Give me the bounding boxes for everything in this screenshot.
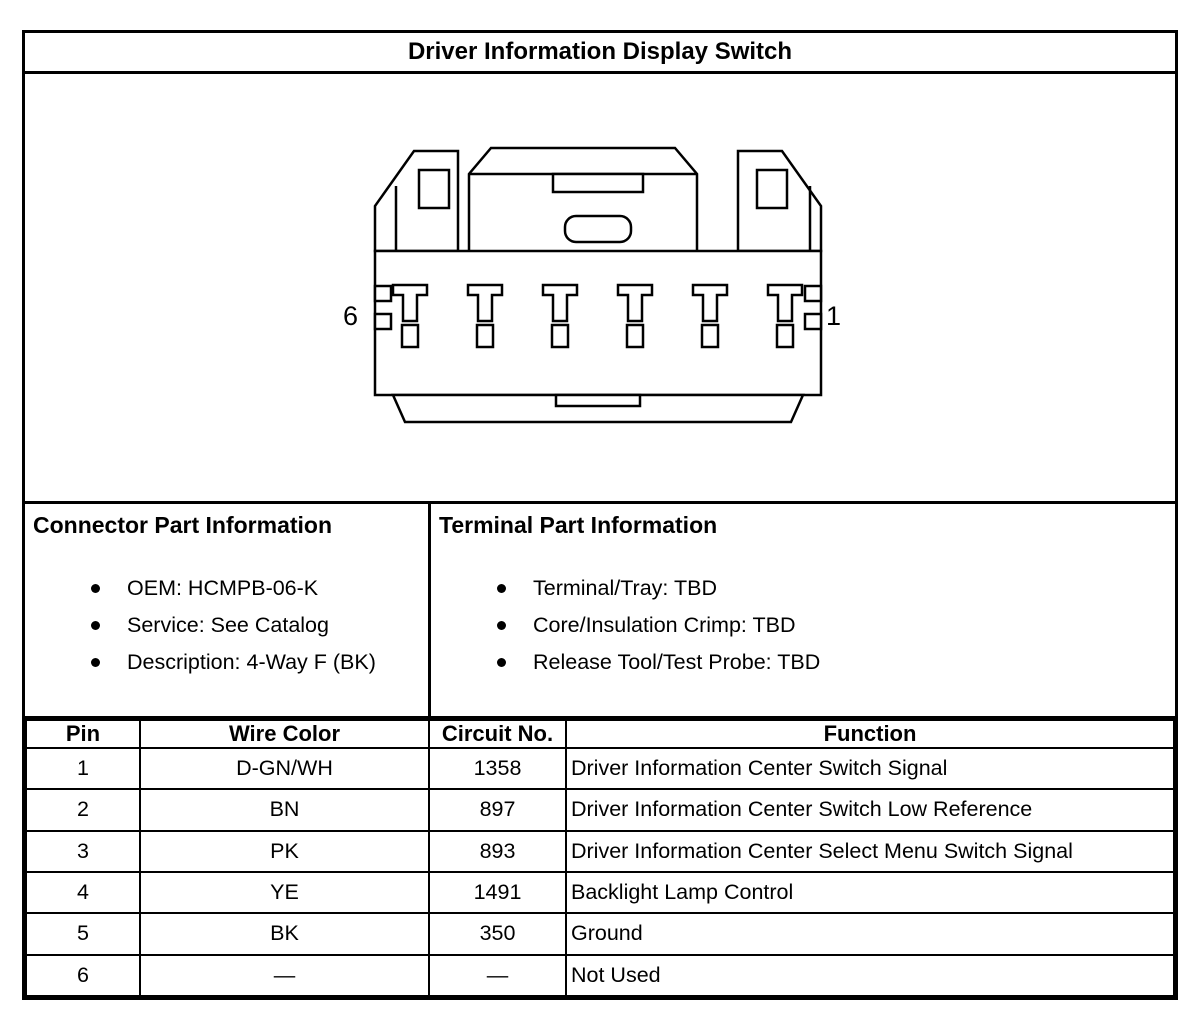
pin-cell: 3 (26, 831, 140, 872)
bullet-text: Terminal/Tray: TBD (533, 576, 717, 600)
wire-color-cell: YE (140, 872, 429, 913)
function-cell: Ground (566, 913, 1174, 954)
function-cell: Backlight Lamp Control (566, 872, 1174, 913)
function-cell: Driver Information Center Switch Signal (566, 748, 1174, 789)
function-cell: Not Used (566, 955, 1174, 996)
right-wing-detail (757, 170, 787, 208)
connector-part-info-title: Connector Part Information (33, 512, 333, 538)
pin-label-6: 6 (343, 301, 359, 331)
bullet-text: Release Tool/Test Probe: TBD (533, 650, 821, 674)
bullet-icon (497, 658, 506, 667)
list-item (33, 650, 420, 675)
bullet-text: OEM: HCMPB-06-K (127, 576, 319, 600)
list-item (33, 613, 420, 638)
bullet-icon (91, 658, 100, 667)
bullet-text: Service: See Catalog (127, 613, 329, 637)
pin-cell: 4 (26, 872, 140, 913)
function-cell: Driver Information Center Switch Low Reference (566, 789, 1174, 830)
table-row (26, 872, 1174, 913)
left-wing-detail (419, 170, 449, 208)
bullet-icon (91, 621, 100, 630)
base-notch (556, 395, 640, 406)
pin-cavity-5 (477, 325, 493, 347)
connector-part-info-panel (25, 504, 431, 716)
bullet-text: Core/Insulation Crimp: TBD (533, 613, 796, 637)
bullet-icon (91, 584, 100, 593)
circuit-no-cell: 1358 (429, 748, 566, 789)
page-title: Driver Information Display Switch (407, 38, 793, 65)
function-cell: Driver Information Center Select Menu Switch Signal (566, 831, 1174, 872)
circuit-no-cell: 897 (429, 789, 566, 830)
side-notch-left-lower (375, 314, 391, 329)
terminal-info-list (439, 576, 1167, 675)
terminal-part-info-title: Terminal Part Information (439, 512, 718, 538)
connector-diagram (25, 74, 1175, 501)
circuit-no-cell: 893 (429, 831, 566, 872)
table-row (26, 913, 1174, 954)
side-notch-right-upper (805, 286, 821, 301)
wire-color-cell: — (140, 955, 429, 996)
bullet-icon (497, 621, 506, 630)
pin-cavity-3 (627, 325, 643, 347)
list-item (439, 576, 1167, 601)
wire-color-cell: PK (140, 831, 429, 872)
list-item (439, 613, 1167, 638)
table-row (26, 955, 1174, 996)
table-row (26, 789, 1174, 830)
pin-cavity-1 (777, 325, 793, 347)
circuit-no-cell: 1491 (429, 872, 566, 913)
circuit-no-cell: 350 (429, 913, 566, 954)
table-header-row (26, 720, 1174, 748)
title-bar (25, 33, 1175, 74)
list-item (33, 576, 420, 601)
header-function: Function (566, 720, 1174, 748)
bullet-icon (497, 584, 506, 593)
terminal-part-info-panel (431, 504, 1175, 716)
table-row (26, 831, 1174, 872)
side-notch-left-upper (375, 286, 391, 301)
pin-cell: 1 (26, 748, 140, 789)
pinout-table-section (25, 719, 1175, 997)
header-wire-color: Wire Color (140, 720, 429, 748)
pin-cavity-2 (702, 325, 718, 347)
circuit-no-cell: — (429, 955, 566, 996)
connector-figure (25, 74, 1175, 504)
pin-label-1: 1 (826, 301, 842, 331)
latch-rect (553, 174, 643, 192)
side-notch-right-lower (805, 314, 821, 329)
bullet-text: Description: 4-Way F (BK) (127, 650, 376, 674)
list-item (439, 650, 1167, 675)
connector-body (375, 251, 821, 395)
pin-table (25, 719, 1175, 997)
pin-cavity-6 (402, 325, 418, 347)
wire-color-cell: D-GN/WH (140, 748, 429, 789)
wire-color-cell: BK (140, 913, 429, 954)
pin-cell: 6 (26, 955, 140, 996)
wire-color-cell: BN (140, 789, 429, 830)
keyway-slot (565, 216, 631, 242)
pin-cell: 5 (26, 913, 140, 954)
pin-cell: 2 (26, 789, 140, 830)
pin-cavity-4 (552, 325, 568, 347)
connector-info-list (33, 576, 420, 675)
page-container (22, 30, 1178, 1000)
header-pin: Pin (26, 720, 140, 748)
part-info-section (25, 504, 1175, 719)
table-row (26, 748, 1174, 789)
header-circuit-no: Circuit No. (429, 720, 566, 748)
